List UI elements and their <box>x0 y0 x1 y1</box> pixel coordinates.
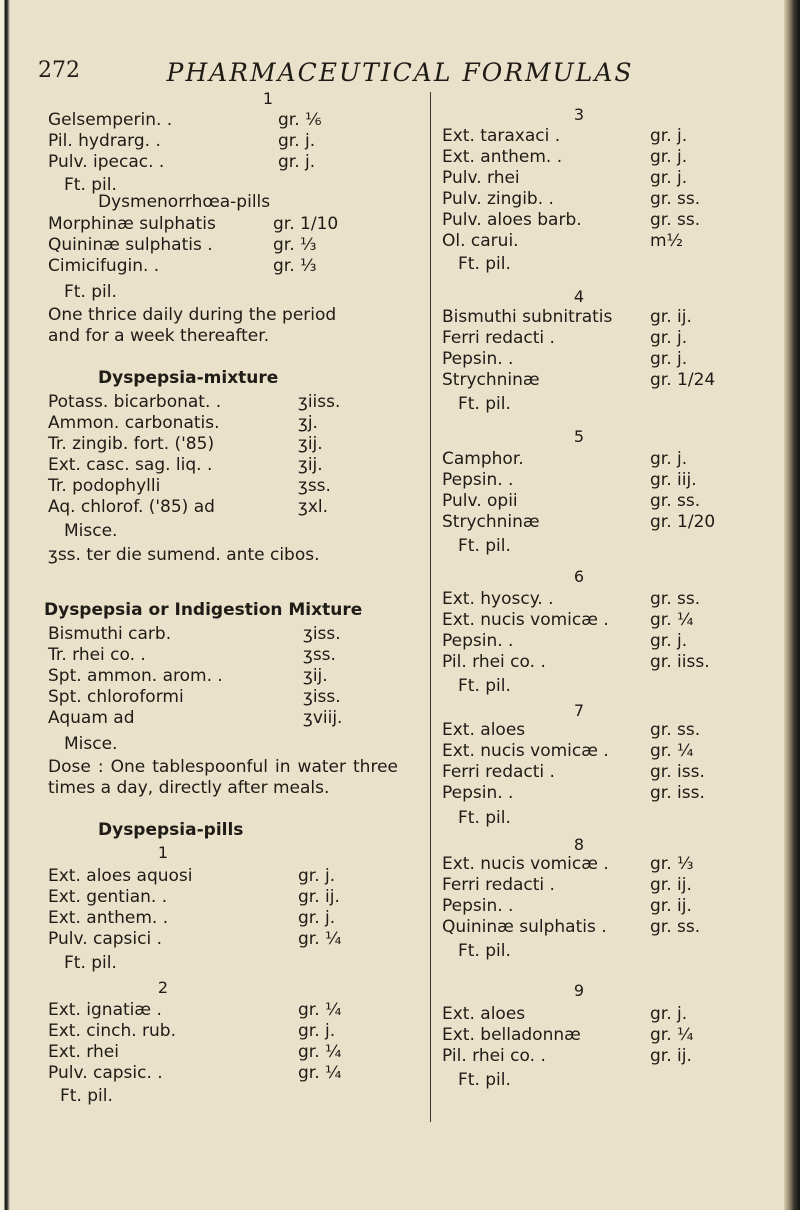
ingredient-amount: gr. iiss. <box>650 652 710 672</box>
ingredient-name: Ext. hyoscy. . <box>442 589 554 609</box>
ingredient-amount: gr. ss. <box>650 491 701 511</box>
instruction: Ft. pil. <box>60 1086 113 1106</box>
ingredient-name: Pulv. aloes barb. <box>442 210 582 230</box>
instruction: Ft. pil. <box>458 536 511 556</box>
ingredient-amount: m½ <box>650 231 684 251</box>
ingredient-amount: gr. ij. <box>650 1046 692 1066</box>
section-heading: Dyspepsia-mixture <box>98 368 279 388</box>
ingredient-name: Pulv. capsic. . <box>48 1063 163 1083</box>
ingredient-amount: ʒss. <box>303 645 336 665</box>
instruction: Ft. pil. <box>458 254 511 274</box>
ingredient-amount: gr. j. <box>298 1021 336 1041</box>
formula-number: 1 <box>157 843 169 862</box>
ingredient-amount: gr. ⅓ <box>650 854 694 874</box>
ingredient-name: Pulv. ipecac. . <box>48 152 165 172</box>
ingredient-name: Spt. ammon. arom. . <box>48 666 223 686</box>
ingredient-amount: gr. ss. <box>650 589 701 609</box>
ingredient-name: Ammon. carbonatis. <box>48 413 220 433</box>
ingredient-name: Pepsin. . <box>442 783 514 803</box>
ingredient-amount: gr. ¼ <box>650 741 694 761</box>
ingredient-amount: gr. j. <box>650 349 688 369</box>
ingredient-amount: gr. 1/24 <box>650 370 716 390</box>
ingredient-name: Pil. hydrarg. . <box>48 131 161 151</box>
ingredient-name: Pil. rhei co. . <box>442 1046 546 1066</box>
ingredient-amount: ʒij. <box>298 455 323 475</box>
page-header <box>30 58 770 92</box>
ingredient-name: Pepsin. . <box>442 896 514 916</box>
ingredient-amount: ʒiss. <box>303 624 341 644</box>
ingredient-amount: gr. ⅙ <box>278 110 322 130</box>
ingredient-amount: ʒij. <box>298 434 323 454</box>
ingredient-name: Ext. anthem. . <box>48 908 169 928</box>
ingredient-name: Ferri redacti . <box>442 875 555 895</box>
ingredient-amount: gr. j. <box>298 908 336 928</box>
instruction: Ft. pil. <box>458 394 511 414</box>
column-divider <box>430 92 431 1122</box>
ingredient-amount: gr. 1/20 <box>650 512 716 532</box>
ingredient-name: Strychninæ <box>442 370 540 390</box>
formula-number: 6 <box>573 567 585 586</box>
section-heading: Dysmenorrhœa-pills <box>98 192 271 212</box>
ingredient-amount: gr. ¼ <box>298 1042 342 1062</box>
ingredient-name: Aquam ad <box>48 708 135 728</box>
ingredient-name: Ext. aloes aquosi <box>48 866 193 886</box>
ingredient-amount: ʒj. <box>298 413 318 433</box>
ingredient-amount: gr. ss. <box>650 189 701 209</box>
ingredient-name: Ol. carui. <box>442 231 519 251</box>
ingredient-name: Pepsin. . <box>442 470 514 490</box>
ingredient-amount: ʒviij. <box>303 708 343 728</box>
formula-number: 5 <box>573 427 585 446</box>
ingredient-amount: ʒiss. <box>303 687 341 707</box>
ingredient-amount: gr. iij. <box>650 470 697 490</box>
ingredient-name: Ext. nucis vomicæ . <box>442 610 609 630</box>
ingredient-name: Morphinæ sulphatis <box>48 214 216 234</box>
formula-number: 2 <box>157 978 169 997</box>
ingredient-amount: gr. ⅓ <box>273 256 317 276</box>
ingredient-name: Cimicifugin. . <box>48 256 160 276</box>
ingredient-amount: gr. j. <box>278 152 316 172</box>
ingredient-name: Aq. chlorof. ('85) ad <box>48 497 215 517</box>
ingredient-name: Ext. cinch. rub. <box>48 1021 177 1041</box>
ingredient-name: Pepsin. . <box>442 349 514 369</box>
directions: One thrice daily during the period and for a week thereafter. <box>48 305 337 346</box>
ingredient-amount: gr. 1/10 <box>273 214 339 234</box>
ingredient-amount: gr. ¼ <box>298 929 342 949</box>
ingredient-name: Potass. bicarbonat. . <box>48 392 222 412</box>
ingredient-name: Ferri redacti . <box>442 328 555 348</box>
ingredient-amount: gr. ij. <box>650 307 692 327</box>
ingredient-name: Ext. taraxaci . <box>442 126 561 146</box>
instruction: Misce. <box>64 521 118 541</box>
ingredient-name: Tr. podophylli <box>48 476 161 496</box>
ingredient-name: Tr. rhei co. . <box>48 645 146 665</box>
formula-number: 8 <box>573 835 585 854</box>
section-heading: Dyspepsia or Indigestion Mixture <box>44 600 363 620</box>
ingredient-name: Pepsin. . <box>442 631 514 651</box>
ingredient-amount: gr. ⅓ <box>273 235 317 255</box>
ingredient-name: Ext. aloes <box>442 720 526 740</box>
ingredient-name: Pulv. zingib. . <box>442 189 554 209</box>
instruction: Ft. pil. <box>458 941 511 961</box>
ingredient-amount: gr. j. <box>650 449 688 469</box>
ingredient-name: Pulv. capsici . <box>48 929 163 949</box>
ingredient-amount: gr. j. <box>298 866 336 886</box>
directions: Dose : One tablespoonful in water three times a day, directly after meals. <box>48 757 398 798</box>
ingredient-name: Ext. nucis vomicæ . <box>442 854 609 874</box>
ingredient-name: Bismuthi subnitratis <box>442 307 613 327</box>
ingredient-name: Ferri redacti . <box>442 762 555 782</box>
instruction: Ft. pil. <box>64 953 117 973</box>
running-title: PHARMACEUTICAL FORMULAS <box>166 58 634 87</box>
ingredient-amount: gr. iss. <box>650 762 705 782</box>
ingredient-amount: gr. ¼ <box>298 1000 342 1020</box>
formula-number: 9 <box>573 981 585 1000</box>
ingredient-amount: gr. ss. <box>650 720 701 740</box>
ingredient-name: Pil. rhei co. . <box>442 652 546 672</box>
ingredient-amount: ʒij. <box>303 666 328 686</box>
formula-number: 1 <box>262 89 274 108</box>
ingredient-amount: gr. j. <box>650 328 688 348</box>
ingredient-name: Spt. chloroformi <box>48 687 184 707</box>
ingredient-amount: gr. ¼ <box>298 1063 342 1083</box>
directions: ʒss. ter die sumend. ante cibos. <box>48 545 320 565</box>
ingredient-name: Camphor. <box>442 449 524 469</box>
ingredient-amount: gr. j. <box>650 631 688 651</box>
ingredient-name: Gelsemperin. . <box>48 110 173 130</box>
page-edge-left <box>0 0 10 1210</box>
ingredient-amount: gr. ss. <box>650 210 701 230</box>
ingredient-name: Ext. nucis vomicæ . <box>442 741 609 761</box>
formula-number: 3 <box>573 105 585 124</box>
ingredient-name: Ext. gentian. . <box>48 887 168 907</box>
ingredient-name: Strychninæ <box>442 512 540 532</box>
ingredient-amount: gr. ij. <box>650 896 692 916</box>
ingredient-amount: ʒss. <box>298 476 331 496</box>
instruction: Ft. pil. <box>458 1070 511 1090</box>
section-heading: Dyspepsia-pills <box>98 820 244 840</box>
ingredient-amount: gr. j. <box>650 168 688 188</box>
ingredient-amount: gr. j. <box>650 126 688 146</box>
ingredient-amount: gr. ij. <box>298 887 340 907</box>
ingredient-name: Ext. aloes <box>442 1004 526 1024</box>
ingredient-name: Tr. zingib. fort. ('85) <box>48 434 215 454</box>
instruction: Ft. pil. <box>458 808 511 828</box>
page-edge-right <box>784 0 800 1210</box>
instruction: Ft. pil. <box>64 175 117 195</box>
ingredient-amount: gr. ij. <box>650 875 692 895</box>
ingredient-name: Quininæ sulphatis . <box>442 917 607 937</box>
ingredient-name: Quininæ sulphatis . <box>48 235 213 255</box>
instruction: Ft. pil. <box>64 282 117 302</box>
ingredient-name: Ext. belladonnæ <box>442 1025 581 1045</box>
ingredient-name: Ext. ignatiæ . <box>48 1000 162 1020</box>
ingredient-amount: gr. ss. <box>650 917 701 937</box>
ingredient-amount: ʒiiss. <box>298 392 341 412</box>
page-number: 272 <box>38 58 80 83</box>
ingredient-name: Ext. anthem. . <box>442 147 563 167</box>
ingredient-name: Pulv. rhei <box>442 168 520 188</box>
ingredient-amount: gr. iss. <box>650 783 705 803</box>
ingredient-amount: gr. ¼ <box>650 1025 694 1045</box>
instruction: Misce. <box>64 734 118 754</box>
ingredient-name: Bismuthi carb. <box>48 624 172 644</box>
ingredient-name: Ext. rhei <box>48 1042 119 1062</box>
ingredient-name: Ext. casc. sag. liq. . <box>48 455 213 475</box>
formula-number: 4 <box>573 287 585 306</box>
ingredient-amount: gr. j. <box>278 131 316 151</box>
ingredient-name: Pulv. opii <box>442 491 518 511</box>
ingredient-amount: gr. j. <box>650 1004 688 1024</box>
instruction: Ft. pil. <box>458 676 511 696</box>
ingredient-amount: ʒxl. <box>298 497 329 517</box>
ingredient-amount: gr. ¼ <box>650 610 694 630</box>
formula-number: 7 <box>573 701 585 720</box>
ingredient-amount: gr. j. <box>650 147 688 167</box>
